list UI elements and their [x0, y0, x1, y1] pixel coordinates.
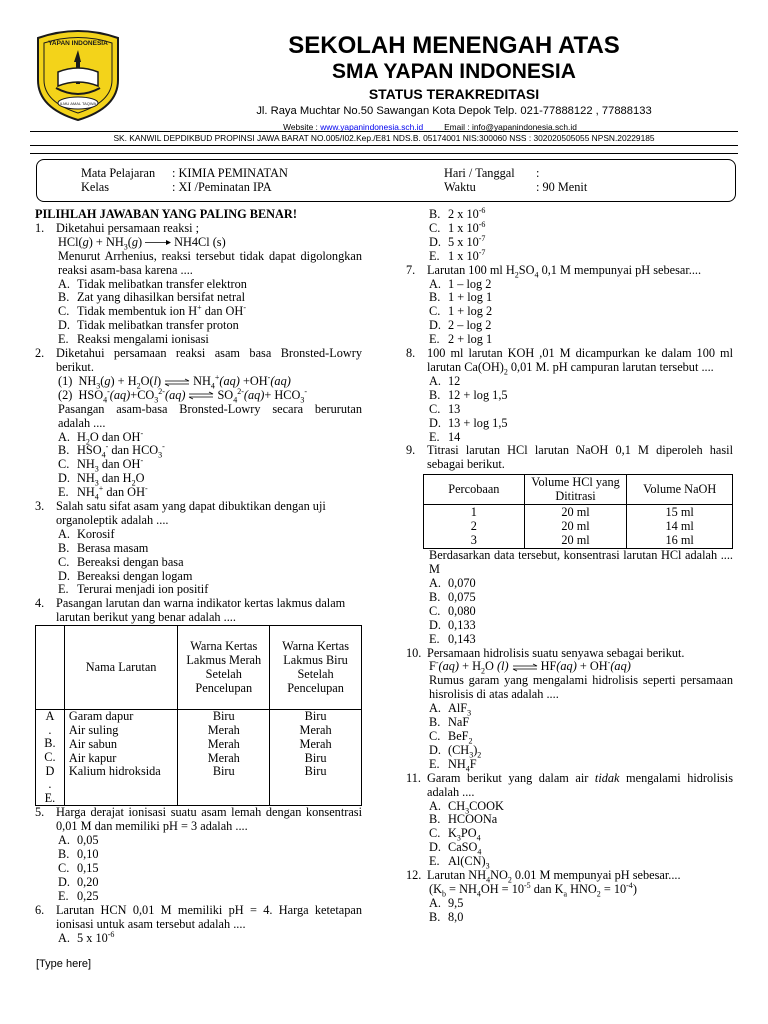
titration-table: Percobaan Volume HCl yang Dititrasi Volume NaOH 1 2 3 20 ml 20 ml 20 ml 15 ml 14 ml 16 ml [423, 474, 733, 549]
question-7: 7. Larutan 100 ml $H_2SO_4$ 0,1 M mempunyai pH sebesar.... A. 1 – log 2 B. 1 + log 1 C. 1 + log 2 D. 2 – log 2 E. 2 + log 1 [406, 262, 702, 347]
left-column [35, 208, 362, 945]
hari-value: : [536, 166, 540, 180]
equilibrium-arrow-icon [187, 391, 215, 400]
school-status: STATUS TERAKREDITASI [368, 86, 540, 102]
question-6: 6. Larutan HCN 0,01 M memiliki pH = 4. Harga ketetapan ionisasi untuk asam tersebut adalah .... A. 5 x $10^{-6}$ [35, 902, 362, 945]
waktu-value: : 90 Menit [536, 180, 588, 194]
question-11: 11. Garam berikut yang dalam air tidak mengalami hidrolisis adalah .... A. $CH_3COOK$ B. HCOONa C. $K_3PO_4$ D. CaSO$_4$ E. $Al(CN)_3$ [406, 770, 733, 871]
litmus-table: Nama Larutan Warna Kertas Lakmus Merah Setelah Pencelupan Warna Kertas Lakmus Biru Setelah Pencelupan A . B. C. D . E. Garam dapur Air suling Air sabun Air kapur Kalium hidroksida Biru Merah Merah Merah Biru Biru Merah Merah Biru Biru [35, 625, 362, 806]
website-label: Website : [283, 122, 321, 132]
kelas-value: : XI /Peminatan IPA [172, 180, 272, 194]
question-10: 10. Persamaan hidrolisis suatu senyawa sebagai berikut. $F^-(aq) + H_2O$ (l) HF(aq) + OH-(aq) Rumus garam yang mengalami hidrolisis seperti persamaan hisrolisis di atas adalah .... A. AlF$_3$ B. NaF C. BeF$_2$ D. $(CH_3)_2$ E. $NH_4F$ [406, 645, 733, 774]
question-12: 12. Larutan $NH_4NO_2$ 0.01 M mempunyai pH sebesar.... ($K_b = NH_4OH = 10^{-5}$ dan $K_a$ $HNO_2 = 10^{-4}$) A. 9,5 B. 8,0 [406, 868, 681, 924]
instruction: PILIHLAH JAWABAN YANG PALING BENAR! [35, 207, 297, 221]
reaction-arrow-icon [144, 238, 172, 247]
question-2: 2. Diketahui persamaan reaksi asam basa Bronsted-Lowry berikut. (1) $NH_3(g) + H_2O(l)$ $NH_4^+(aq) +OH^-(aq)$ (2) $HSO_4^-(aq)+CO_3^{2-}(aq)$ $SO_4^{2-}(aq)+ HCO_3^-$ Pasangan asam-basa Bronsted-Lowry secara berurutan adalah .... A. $H_2O$ dan OH- B. $HSO_4^-$ dan $HCO_3^-$ C. $NH_3$ dan OH- D. $NH_3$ dan $H_2O$ E. $NH_4^+$ dan OH- [35, 346, 362, 502]
question-5: 5. Harga derajat ionisasi suatu asam lemah dengan konsentrasi 0,01 M dan memiliki pH = 3 adalah .... A. 0,05 B. 0,10 C. 0,15 D. 0,20 E. 0,25 [35, 805, 362, 903]
logo-motto: ILMU AMAL TAQWA [59, 101, 97, 106]
website-link[interactable]: www.yapanindonesia.sch.id [320, 122, 424, 132]
sk-line: SK. KANWIL DEPDIKBUD PROPINSI JAWA BARAT NO.005/I02.Kep./E81 NDS.B. 05174001 NIS:300060 NSS : 302020505055 NPSN.20229185 [113, 133, 655, 143]
question-4: 4. Pasangan larutan dan warna indikator kertas lakmus dalam larutan berikut yang benar adalah .... Nama Larutan Warna Kertas Lakmus Merah Setelah Pencelupan Warna Kertas Lakmus Biru Setelah Pencelupan A . B. C. D . E. Garam dapur Air suling Air sabun Air kapur Kalium hidroksida Biru Merah Merah Merah Biru Biru Merah Merah Biru Biru [35, 597, 362, 806]
school-logo [32, 28, 124, 122]
email-text: Email : info@yapanindonesia.sch.id [444, 122, 577, 132]
right-column: B. 2 x $10^{-6}$ C. 1 x $10^{-6}$ D. 5 x $10^{-7}$ E. 1 x $10^{-7}$ 7. Larutan 100 ml $H_2SO_4$ 0,1 M mempunyai pH sebesar.... A. 1 – log 2 B. 1 + log 1 C. 1 + log 2 D. 2 – log 2 E. 2 + log 1 8. 100 ml larutan KOH ,01 M dicampurkan ke dalam 100 ml larutan $Ca(OH)_2$ 0,01 M. pH campuran larutan tersebut .... A. 12 B. 12 + log 1,5 C. 13 D. 13 + log 1,5 E. 14 9. Titrasi larutan HCl larutan NaOH 0,1 M diperoleh hasil sebagai berikut. Percobaan Volume HCl yang Dititrasi Volume NaOH 1 2 3 20 ml 20 ml 20 ml 15 ml 14 ml 16 ml Berdasarkan data tersebut, konsentrasi larutan HCl adalah .... M A. 0,070 B. 0,075 C. 0,080 D. 0,133 E. 0,143 10. Persamaan hidrolisis suatu senyawa sebagai berikut. $F^-(aq) + H_2O$ (l) HF(aq) + OH-(aq) Rumus garam yang mengalami hidrolisis seperti persamaan hisrolisis di atas adalah .... A. AlF$_3$ B. NaF C. BeF$_2$ D. $(CH_3)_2$ E. $NH_4F$ 11. Garam berikut yang dalam air tidak mengalami hidrolisis adalah .... A. $CH_3COOK$ B. HCOONa C. $K_3PO_4$ D. CaSO$_4$ E. $Al(CN)_3$ 12. Larutan $NH_4NO_2$ 0.01 M mempunyai pH sebesar.... ($K_b = NH_4OH = 10^{-5}$ dan $K_a$ $HNO_2 = 10^{-4}$) A. 9,5 B. 8,0 [406, 205, 733, 924]
footer-placeholder: [Type here] [36, 958, 92, 970]
equilibrium-arrow-icon [163, 378, 191, 387]
mapel-value: : KIMIA PEMINATAN [172, 166, 288, 180]
svg-text:YAPAN INDONESIA: YAPAN INDONESIA [48, 40, 108, 47]
school-address: Jl. Raya Muchtar No.50 Sawangan Kota Depok Telp. 021-77888122 , 77888133 [256, 105, 652, 117]
hari-label: Hari / Tanggal [444, 166, 515, 180]
mapel-label: Mata Pelajaran [81, 166, 156, 180]
equilibrium-arrow-icon [511, 663, 539, 672]
kelas-label: Kelas [81, 180, 109, 194]
school-title: SEKOLAH MENENGAH ATAS [288, 32, 620, 59]
school-name: SMA YAPAN INDONESIA [332, 60, 576, 83]
waktu-label: Waktu [444, 180, 476, 194]
question-3: 3. Salah satu sifat asam yang dapat dibuktikan dengan uji organoleptik adalah .... A. Korosif B. Berasa masam C. Bereaksi dengan basa D. Bereaksi dengan logam E. Terurai menjadi ion positif [35, 499, 326, 597]
question-8: 8. 100 ml larutan KOH ,01 M dicampurkan ke dalam 100 ml larutan $Ca(OH)_2$ 0,01 M. pH campuran larutan tersebut .... A. 12 B. 12 + log 1,5 C. 13 D. 13 + log 1,5 E. 14 [406, 346, 733, 444]
question-9: 9. Titrasi larutan HCl larutan NaOH 0,1 M diperoleh hasil sebagai berikut. Percobaan Volume HCl yang Dititrasi Volume NaOH 1 2 3 20 ml 20 ml 20 ml 15 ml 14 ml 16 ml Berdasarkan data tersebut, konsentrasi larutan HCl adalah .... M A. 0,070 B. 0,075 C. 0,080 D. 0,133 E. 0,143 [406, 443, 733, 646]
question-1: 1. Diketahui persamaan reaksi ; $HCl(g) + NH_3(g)$ NH4Cl (s) Menurut Arrhenius, reaksi tersebut tidak dapat digolongkan reaksi asam-basa karena .... A. Tidak melibatkan transfer elektron B. Zat yang dihasilkan bersifat netral C. Tidak membentuk ion H+ dan OH- D. Tidak melibatkan transfer proton E. Reaksi mengalami ionisasi [35, 220, 362, 347]
